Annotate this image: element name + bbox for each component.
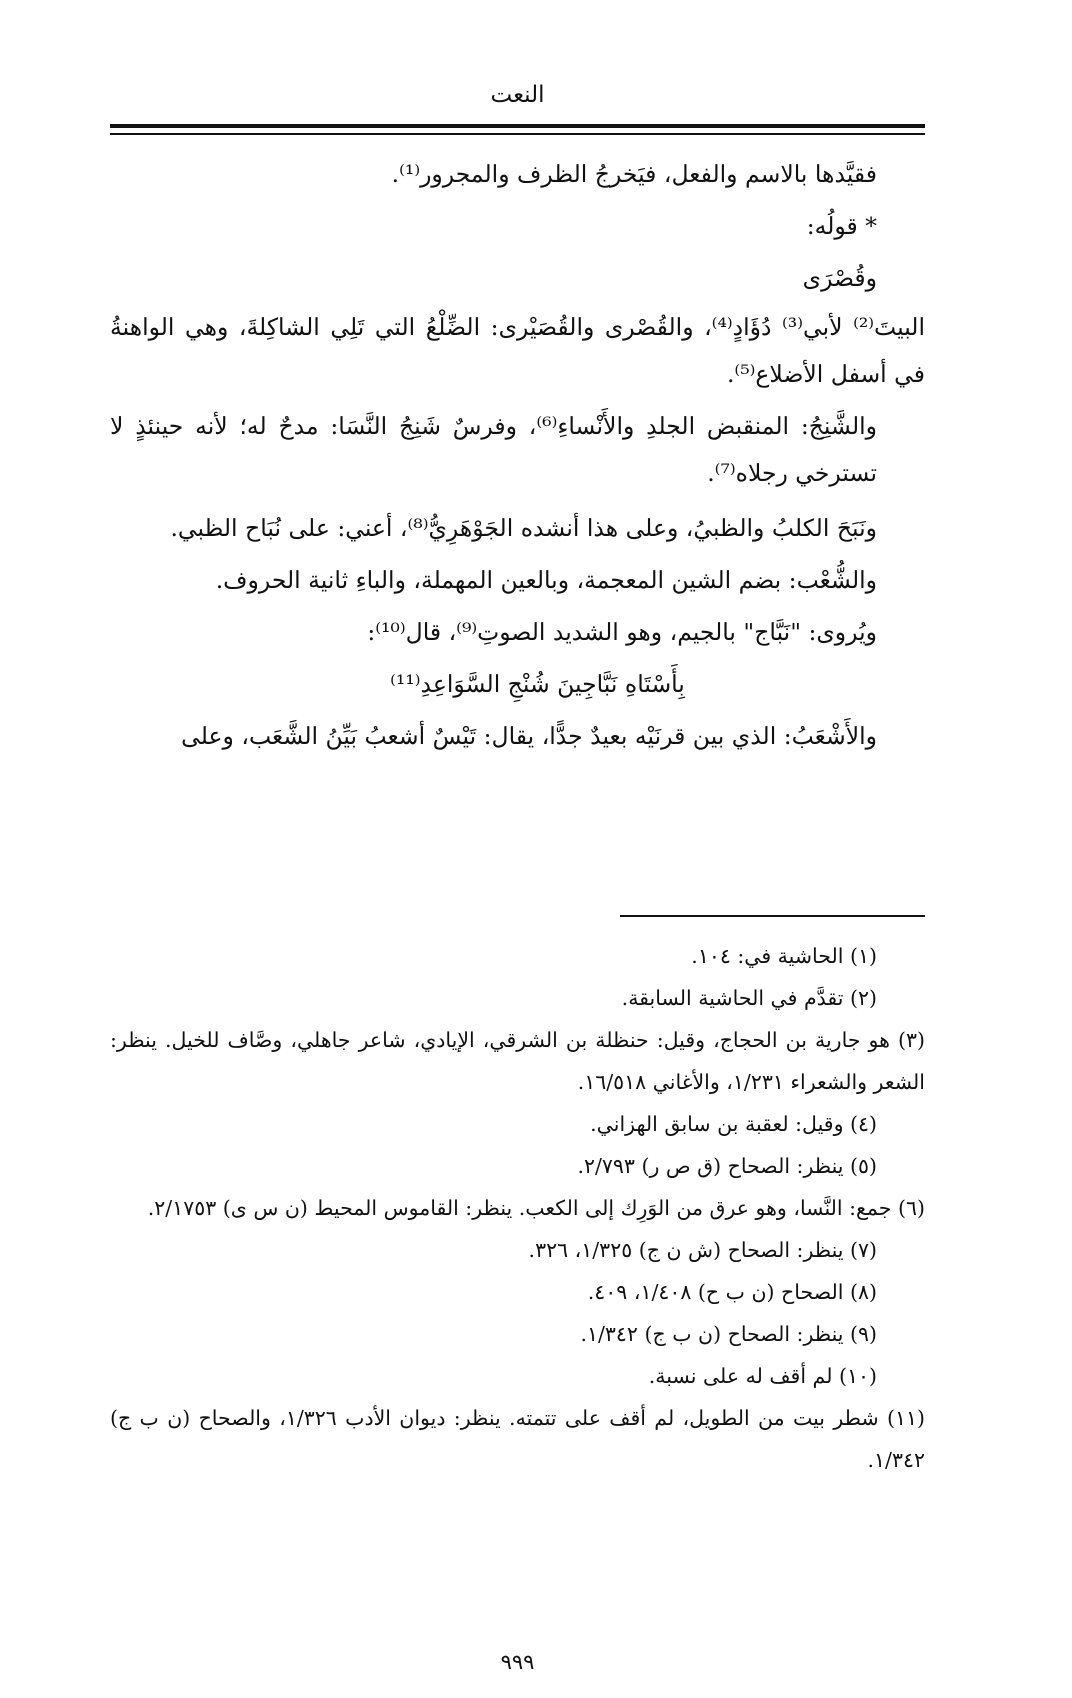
footnote: (٨) الصحاح (ن ب ح) ١/٤٠٨، ٤٠٩. bbox=[587, 1280, 877, 1304]
paragraph: ويُروى: "نَبَّاج" بالجيم، وهو الشديد الصوتِ⁽⁹⁾، قال⁽¹⁰⁾: bbox=[367, 618, 877, 646]
footnote: (٥) ينظر: الصحاح (ق ص ر) ٢/٧٩٣. bbox=[577, 1154, 877, 1178]
footnote: (٧) ينظر: الصحاح (ش ن ج) ١/٣٢٥، ٣٢٦. bbox=[528, 1238, 877, 1262]
main-text bbox=[110, 148, 925, 762]
footnote: (١١) شطر بيت من الطويل، لم أقف على تتمته. ينظر: ديوان الأدب ١/٣٢٦، والصحاح (ن ب ج) ١/٣٤٢. bbox=[110, 1406, 925, 1472]
footnote: (١٠) لم أقف له على نسبة. bbox=[648, 1364, 877, 1388]
paragraph: فقيَّدها بالاسم والفعل، فيَخرجُ الظرف والمجرور⁽¹⁾. bbox=[391, 160, 877, 188]
paragraph: والأَشْعَبُ: الذي بين قرنَيْه بعيدٌ جدًّا، يقال: تَيْسٌ أشعبُ بَيِّنُ الشَّعَب، وعلى bbox=[181, 722, 877, 750]
header-rule-thin bbox=[110, 133, 925, 135]
paragraph: ونَبَحَ الكلبُ والظبيُ، وعلى هذا أنشده الجَوْهَرِيُّ⁽⁸⁾، أعني: على نُبَاح الظبي. bbox=[170, 514, 877, 542]
paragraph: البيتَ⁽²⁾ لأبي⁽³⁾ دُؤَادٍ⁽⁴⁾، والقُصْرى والقُصَيْرى: الضِّلْعُ التي تَلِي الشاكِلةَ، وهي الواهنةُ في أسفل الأضلاع⁽⁵⁾. bbox=[110, 313, 925, 388]
verse-line: بِأَسْتَاهِ نَبَّاجِينَ شُنْجِ السَّوَاعِدِ⁽¹¹⁾ bbox=[390, 670, 685, 698]
header-rule-thick bbox=[110, 124, 925, 128]
running-header: النعت bbox=[490, 82, 545, 108]
footnotes bbox=[110, 935, 925, 1481]
footnote: (٣) هو جارية بن الحجاج، وقيل: حنظلة بن الشرقي، الإيادي، شاعر جاهلي، وصَّاف للخيل. ينظر: الشعر والشعراء ١/٢٣١، والأغاني ١٦/٥١٨. bbox=[110, 1028, 925, 1094]
quoted-word: وقُصْرَى bbox=[802, 264, 877, 292]
footnote: (٢) تقدَّم في الحاشية السابقة. bbox=[621, 986, 877, 1010]
footnote: (٤) وقيل: لعقبة بن سابق الهزاني. bbox=[590, 1112, 877, 1136]
page-number: ٩٩٩ bbox=[500, 1650, 535, 1674]
quote-intro: * قولُه: bbox=[806, 212, 877, 240]
footnote: (٩) ينظر: الصحاح (ن ب ج) ١/٣٤٢. bbox=[580, 1322, 877, 1346]
footnote-separator bbox=[620, 915, 925, 917]
footnote: (٦) جمع: النَّسا، وهو عرق من الوَرِك إلى الكعب. ينظر: القاموس المحيط (ن س ى) ٢/١٧٥٣. bbox=[147, 1196, 925, 1220]
document-page bbox=[110, 0, 925, 1698]
paragraph: والشَّنِجُ: المنقبض الجلدِ والأَنْساءِ⁽⁶⁾، وفرسٌ شَنِجُ النَّسَا: مدحٌ له؛ لأنه حينئذٍ لا تسترخي رجلاه⁽⁷⁾. bbox=[110, 412, 878, 487]
paragraph: والشُّعْب: بضم الشين المعجمة، وبالعين المهملة، والباءِ ثانية الحروف. bbox=[215, 566, 877, 594]
footnote: (١) الحاشية في: ١٠٤. bbox=[691, 944, 877, 968]
